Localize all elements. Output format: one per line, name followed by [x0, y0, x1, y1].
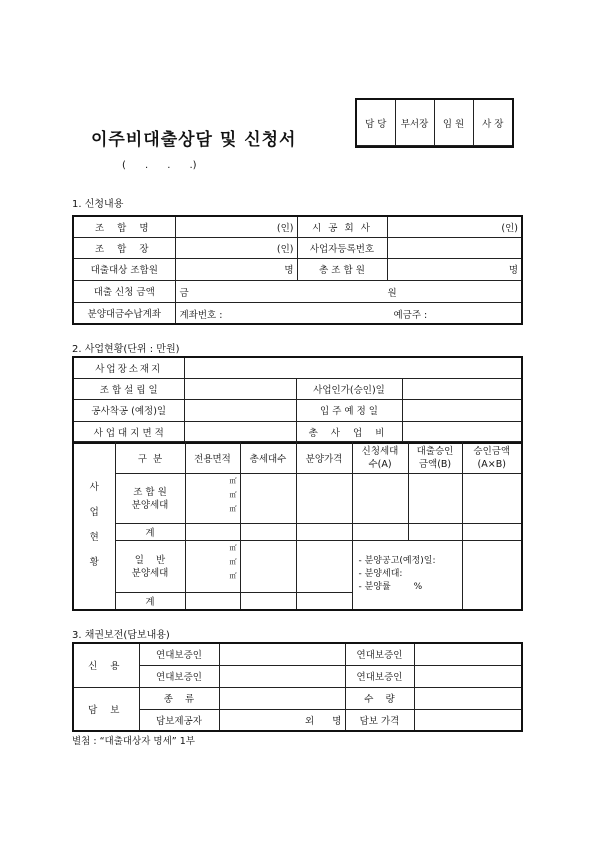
guarantor-field[interactable]: [414, 643, 522, 665]
label-approval-date: 사업인가(승인)일: [296, 378, 402, 399]
note-sale-units: - 분양세대:: [358, 569, 403, 580]
move-in-date-field[interactable]: [402, 399, 522, 421]
approval-sign-cell[interactable]: [356, 146, 395, 148]
approval-header: 임 원: [434, 99, 473, 146]
label-quantity: 수 량: [345, 687, 414, 709]
union-name-field[interactable]: (인): [175, 216, 297, 237]
note-sale-rate: - 분양률 %: [358, 582, 423, 593]
header-category: 구 분: [115, 442, 185, 474]
header-approved-amount: 승인금액 (A×B): [462, 442, 522, 474]
member-approved-field[interactable]: [462, 474, 522, 524]
subtotal-general: 계: [115, 593, 185, 610]
label-provider: 담보제공자: [139, 709, 219, 731]
application-table: [72, 215, 523, 325]
approval-sign-cell[interactable]: [395, 146, 434, 148]
account-holder-label: 예금주 :: [393, 309, 428, 321]
sale-notes: [352, 541, 462, 610]
group-member-sale: 조 합 원 분양세대: [115, 474, 185, 524]
label-loan-members: 대출대상 조합원: [73, 258, 175, 280]
approval-table: [355, 98, 514, 148]
member-applied-field[interactable]: [352, 474, 408, 524]
section2-heading: 2. 사업현황(단위 : 만원): [72, 344, 180, 355]
page-title: 이주비대출상담 및 신청서: [91, 130, 297, 150]
collateral-value-field[interactable]: [414, 709, 522, 731]
section3-heading: 3. 채권보전(담보내용): [72, 630, 170, 641]
label-collateral: 담 보: [73, 687, 139, 731]
date-line: ( . . .): [122, 160, 197, 171]
payment-account-field[interactable]: [175, 302, 522, 324]
subtotal-cell[interactable]: [408, 524, 462, 541]
header-approved-loan: 대출승인 금액(B): [408, 442, 462, 474]
amount-prefix: 금: [179, 287, 189, 299]
subtotal-cell[interactable]: [240, 593, 296, 610]
provider-field[interactable]: 외 명: [219, 709, 345, 731]
label-guarantor: 연대보증인: [345, 643, 414, 665]
label-site-address: 사업장소재지: [73, 357, 184, 378]
business-number-field[interactable]: [387, 237, 522, 258]
side-label-business-status: 사 업 현 황: [73, 442, 115, 610]
approval-header: 담 당: [356, 99, 395, 146]
union-head-field[interactable]: (인): [175, 237, 297, 258]
collateral-type-field[interactable]: [219, 687, 345, 709]
guarantor-field[interactable]: [219, 665, 345, 687]
loan-amount-field[interactable]: [175, 280, 522, 302]
business-status-table: [72, 441, 523, 611]
subtotal-cell[interactable]: [296, 524, 352, 541]
label-guarantor: 연대보증인: [139, 643, 219, 665]
header-applied-units: 신청세대 수(A): [352, 442, 408, 474]
note-announce-date: - 분양공고(예정)일:: [358, 556, 436, 567]
approval-date-field[interactable]: [402, 378, 522, 399]
label-guarantor: 연대보증인: [139, 665, 219, 687]
subtotal-cell[interactable]: [462, 524, 522, 541]
label-guarantor: 연대보증인: [345, 665, 414, 687]
label-collateral-value: 담보 가격: [345, 709, 414, 731]
label-payment-account: 분양대금수납계좌: [73, 302, 175, 324]
approval-header: 사 장: [473, 99, 513, 146]
approval-sign-cell[interactable]: [434, 146, 473, 148]
subtotal-cell[interactable]: [185, 524, 240, 541]
total-cost-field[interactable]: [402, 421, 522, 443]
member-price-field[interactable]: [296, 474, 352, 524]
subtotal-cell[interactable]: [296, 593, 352, 610]
label-business-number: 사업자등록번호: [297, 237, 387, 258]
label-total-cost: 총 사 업 비: [296, 421, 402, 443]
land-area-field[interactable]: [184, 421, 296, 443]
group-general-sale: 일 반 분양세대: [115, 541, 185, 593]
general-approved-field[interactable]: [462, 541, 522, 610]
total-members-field[interactable]: 명: [387, 258, 522, 280]
section1-heading: 1. 신청내용: [72, 199, 124, 210]
amount-suffix: 원: [387, 287, 397, 299]
member-loan-field[interactable]: [408, 474, 462, 524]
header-exclusive-area: 전용면적: [185, 442, 240, 474]
label-loan-amount: 대출 신청 금액: [73, 280, 175, 302]
contractor-field[interactable]: (인): [387, 216, 522, 237]
member-area-field[interactable]: ㎡ ㎡ ㎡: [185, 474, 240, 524]
label-establish-date: 조 합 설 립 일: [73, 378, 184, 399]
header-sale-price: 분양가격: [296, 442, 352, 474]
subtotal-cell[interactable]: [240, 524, 296, 541]
label-total-members: 총 조 합 원: [297, 258, 387, 280]
label-land-area: 사 업 대 지 면 적: [73, 421, 184, 443]
construction-start-field[interactable]: [184, 399, 296, 421]
subtotal-cell[interactable]: [185, 593, 240, 610]
label-union-name: 조 합 명: [73, 216, 175, 237]
quantity-field[interactable]: [414, 687, 522, 709]
loan-members-field[interactable]: 명: [175, 258, 297, 280]
label-construction-start: 공사착공 (예정)일: [73, 399, 184, 421]
guarantor-field[interactable]: [414, 665, 522, 687]
collateral-table: [72, 642, 523, 732]
approval-sign-cell[interactable]: [473, 146, 513, 148]
approval-header: 부서장: [395, 99, 434, 146]
label-union-head: 조 합 장: [73, 237, 175, 258]
label-contractor: 시 공 회 사: [297, 216, 387, 237]
subtotal-member: 계: [115, 524, 185, 541]
general-area-field[interactable]: ㎡ ㎡ ㎡: [185, 541, 240, 593]
label-move-in-date: 입 주 예 정 일: [296, 399, 402, 421]
establish-date-field[interactable]: [184, 378, 296, 399]
label-collateral-type: 종 류: [139, 687, 219, 709]
business-info-table: [72, 356, 523, 444]
site-address-field[interactable]: [184, 357, 522, 378]
label-credit: 신 용: [73, 643, 139, 687]
general-units-field[interactable]: [240, 541, 296, 593]
subtotal-cell[interactable]: [352, 524, 408, 541]
attachment-note: 별첨 : “대출대상자 명세” 1부: [72, 736, 195, 747]
member-units-field[interactable]: [240, 474, 296, 524]
guarantor-field[interactable]: [219, 643, 345, 665]
general-price-field[interactable]: [296, 541, 352, 593]
header-total-units: 총세대수: [240, 442, 296, 474]
account-number-label: 계좌번호 :: [179, 309, 223, 321]
